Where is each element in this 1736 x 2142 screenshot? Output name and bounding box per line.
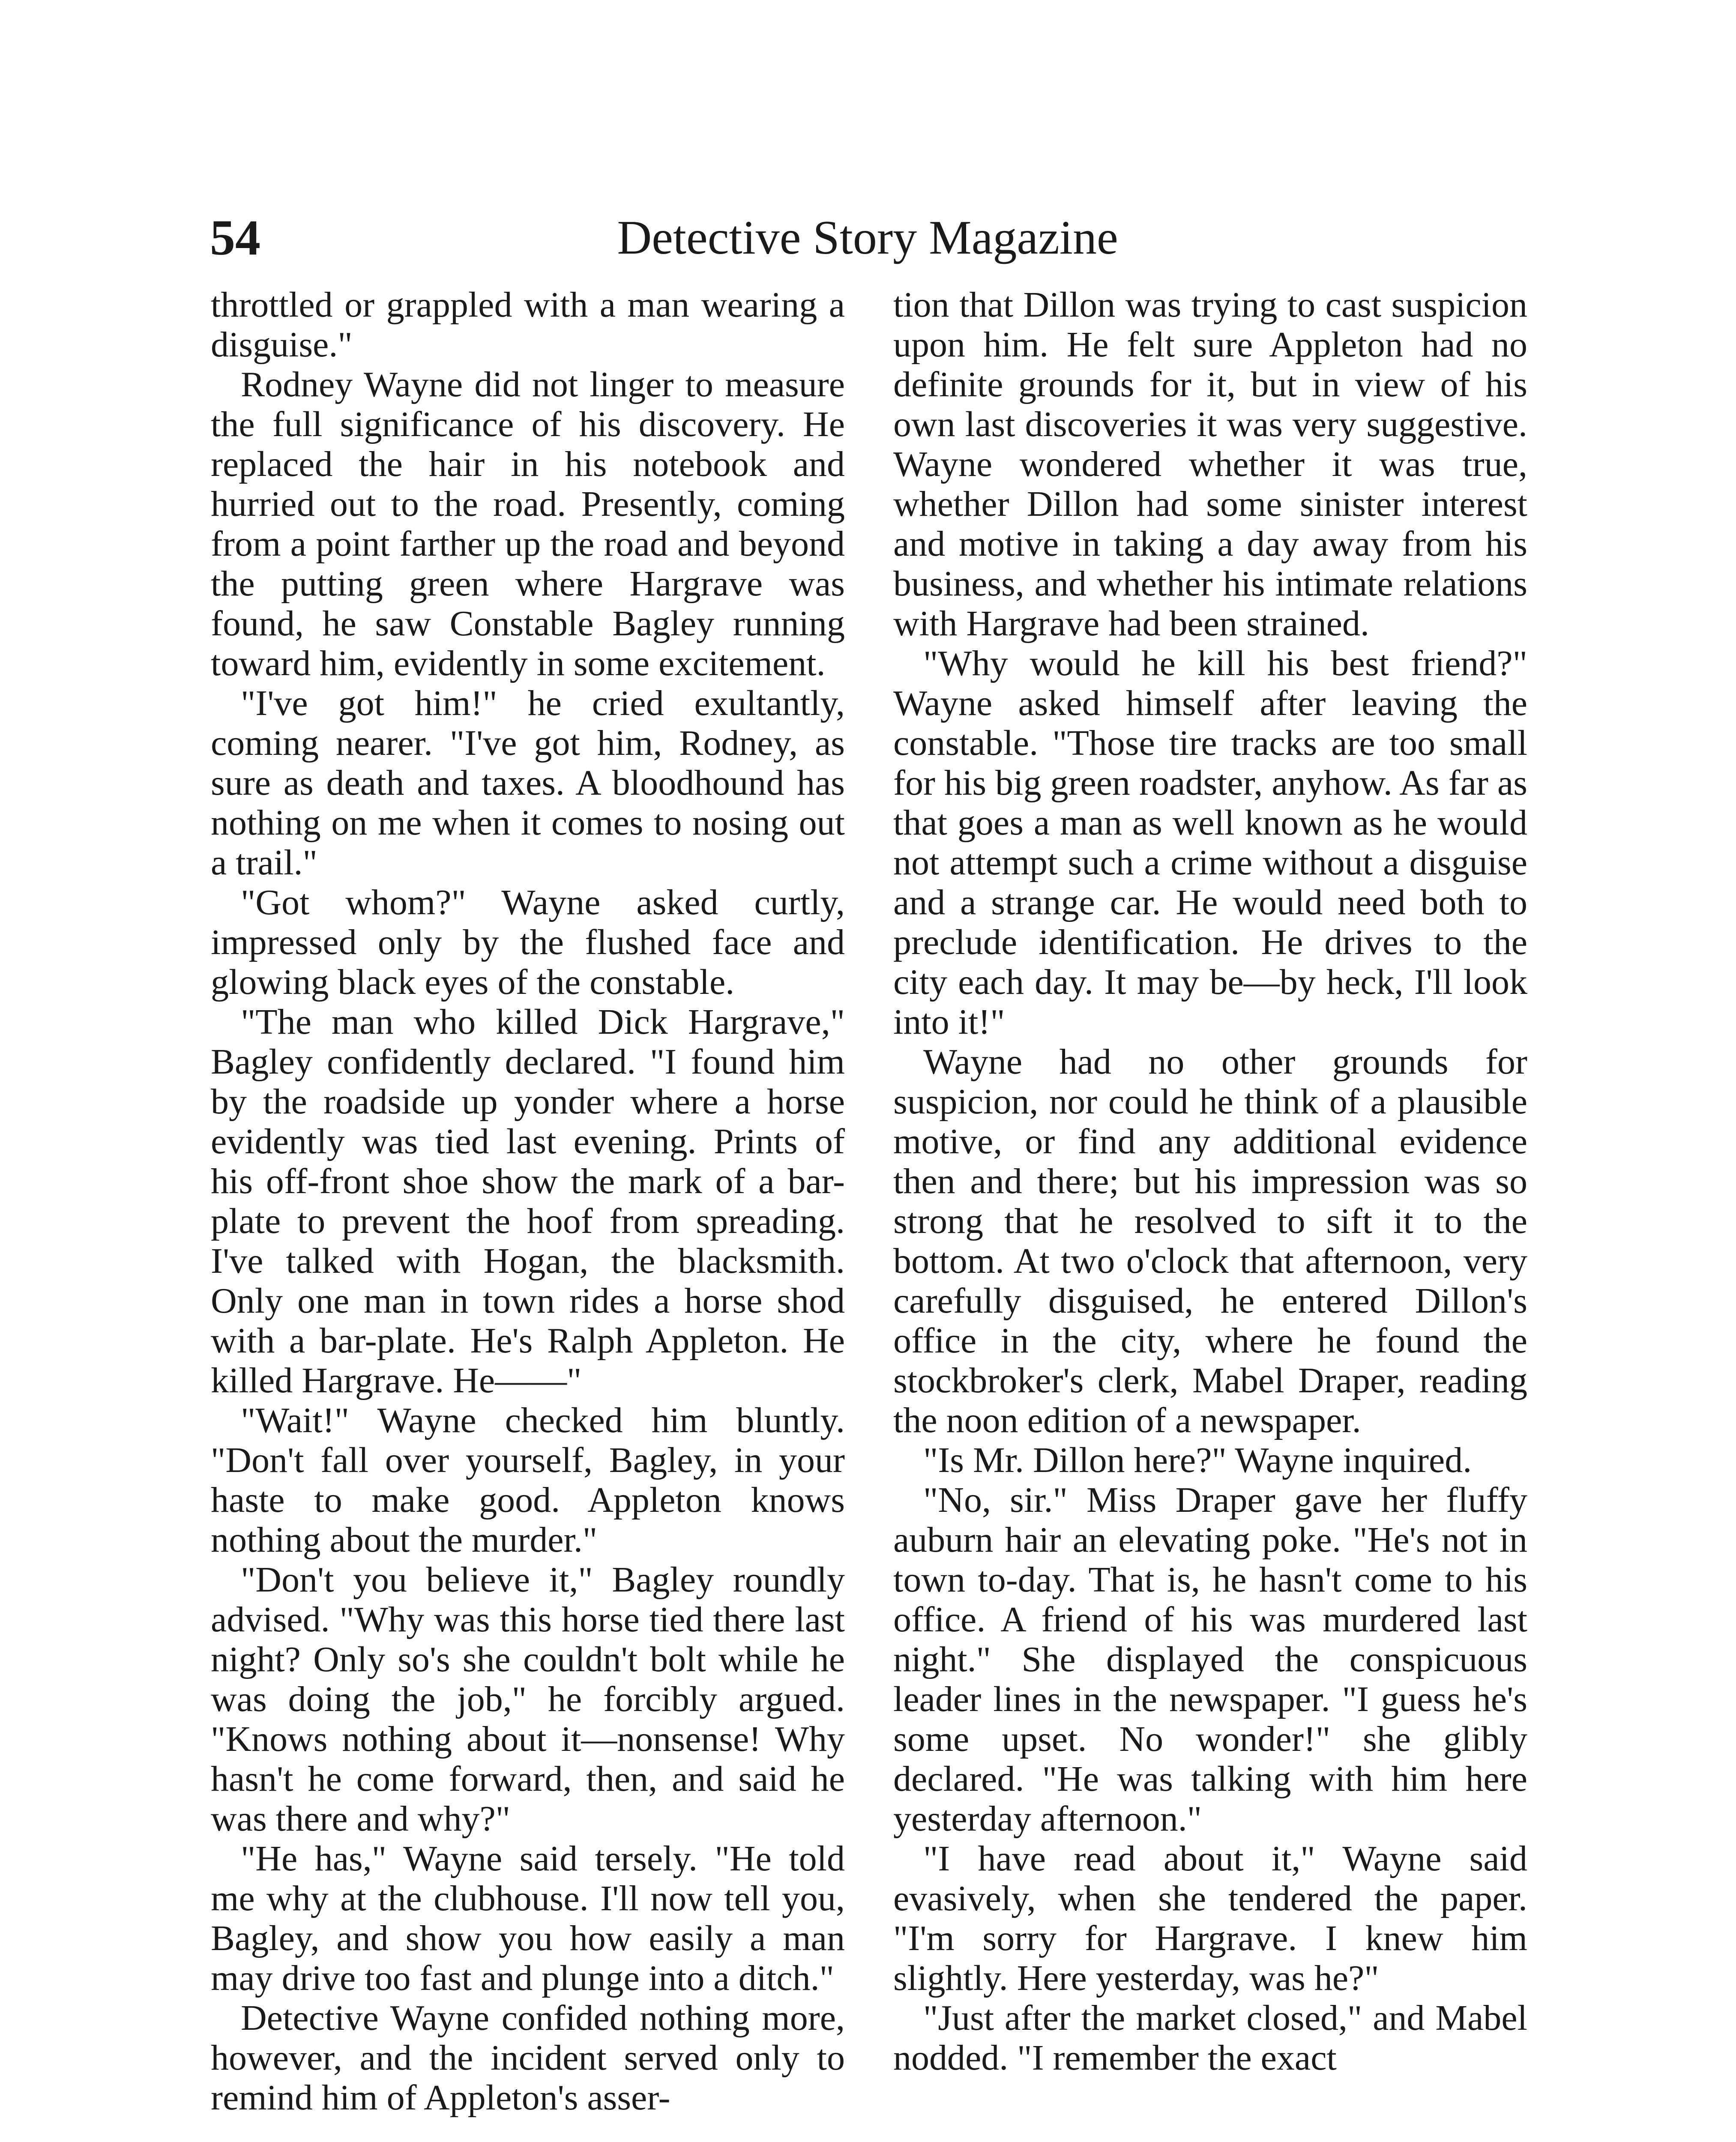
text-column-right (893, 285, 1527, 2078)
magazine-title: Detective Story Magazine (617, 211, 1118, 264)
paragraph: tion that Dillon was trying to cast suspicion upon him. He felt sure Appleton had no definite grounds for it, but in view of his own last discoveries it was very suggestive. Wayne wondered whether it was true, whether Dillon had some sinister interest and motive in taking a day away from his business, and whether his intimate relations with Hargrave had been strained. (893, 285, 1527, 643)
paragraph: "Is Mr. Dillon here?" Wayne inquired. (923, 1440, 1472, 1480)
paragraph: "I've got him!" he cried exultantly, coming nearer. "I've got him, Rodney, as sure as death and taxes. A bloodhound has nothing on me when it comes to nosing out a trail." (211, 683, 845, 883)
paragraph: "Why would he kill his best friend?" Wayne asked himself after leaving the constable. "Those tire tracks are too small for his big green roadster, anyhow. As far as that goes a man as well known as he would not attempt such a crime without a disguise and a strange car. He would need both to preclude identification. He drives to the city each day. It may be—by heck, I'll look into it!" (893, 643, 1527, 1042)
paragraph: Detective Wayne confided nothing more, however, and the incident served only to remind him of Appleton's asser- (211, 1998, 845, 2118)
text-column-left (211, 285, 845, 2118)
paragraph: "Got whom?" Wayne asked curtly, impressed only by the flushed face and glowing black eyes of the constable. (211, 883, 845, 1002)
paragraph: "The man who killed Dick Hargrave," Bagley confidently declared. "I found him by the roadside up yonder where a horse evidently was tied last evening. Prints of his off-front shoe show the mark of a bar-plate to prevent the hoof from spreading. I've talked with Hogan, the blacksmith. Only one man in town rides a horse shod with a bar-plate. He's Ralph Appleton. He killed Hargrave. He——" (211, 1002, 845, 1400)
page-number: 54 (210, 209, 260, 266)
page-header (210, 201, 1525, 274)
paragraph: "I have read about it," Wayne said evasively, when she tendered the paper. "I'm sorry for Hargrave. I knew him slightly. Here yesterday, was he?" (893, 1839, 1527, 1998)
paragraph: "Just after the market closed," and Mabel nodded. "I remember the exact (893, 1998, 1527, 2078)
paragraph: "He has," Wayne said tersely. "He told me why at the clubhouse. I'll now tell you, Bagley, and show you how easily a man may drive too fast and plunge into a ditch." (211, 1839, 845, 1998)
paragraph: throttled or grappled with a man wearing a disguise." (211, 285, 845, 365)
paragraph: "Wait!" Wayne checked him bluntly. "Don't fall over yourself, Bagley, in your haste to make good. Appleton knows nothing about the murder." (211, 1400, 845, 1560)
paragraph: "No, sir." Miss Draper gave her fluffy auburn hair an elevating poke. "He's not in town to-day. That is, he hasn't come to his office. A friend of his was murdered last night." She displayed the conspicuous leader lines in the newspaper. "I guess he's some upset. No wonder!" she glibly declared. "He was talking with him here yesterday afternoon." (893, 1480, 1527, 1839)
paragraph: "Don't you believe it," Bagley roundly advised. "Why was this horse tied there last night? Only so's she couldn't bolt while he was doing the job," he forcibly argued. "Knows nothing about it—nonsense! Why hasn't he come forward, then, and said he was there and why?" (211, 1560, 845, 1839)
paragraph: Wayne had no other grounds for suspicion, nor could he think of a plausible motive, or find any additional evidence then and there; but his impression was so strong that he resolved to sift it to the bottom. At two o'clock that afternoon, very carefully disguised, he entered Dillon's office in the city, where he found the stockbroker's clerk, Mabel Draper, reading the noon edition of a newspaper. (893, 1042, 1527, 1440)
paragraph: Rodney Wayne did not linger to measure the full significance of his discovery. He replaced the hair in his notebook and hurried out to the road. Presently, coming from a point farther up the road and beyond the putting green where Hargrave was found, he saw Constable Bagley running toward him, evidently in some excitement. (211, 365, 845, 683)
